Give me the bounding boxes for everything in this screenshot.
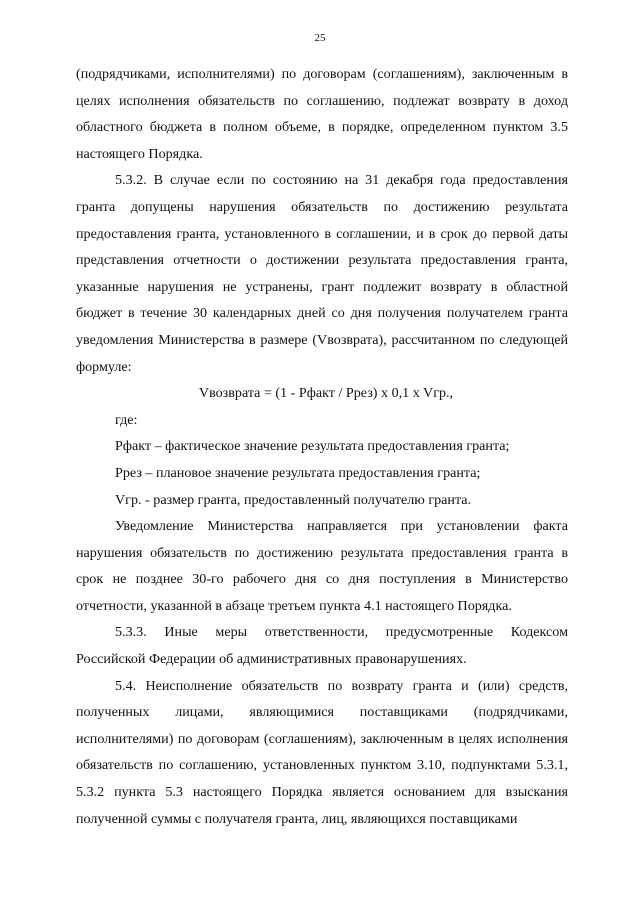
formula-definition-prez: Ррез – плановое значение результата предоставления гранта; — [115, 464, 481, 481]
formula-definition-pfakt: Рфакт – фактическое значение результата предоставления гранта; — [115, 438, 510, 455]
paragraph-5-4: 5.4. Неисполнение обязательств по возврату гранта и (или) средств, полученных лицами, являющимися поставщиками (подрядчиками, исполнителями) по договорам (соглашениям), заключенным в целях исполнения обязательств по соглашению, установленных пунктом 3.10, подпунктами 5.3.1, 5.3.2 пункта 5.3 настоящего Порядка является основанием для взыскания полученной суммы с получателя гранта, лиц, являющихся поставщиками — [76, 677, 568, 827]
formula-definition-vgr: Vгр. - размер гранта, предоставленный получателю гранта. — [115, 491, 472, 508]
page-number: 25 — [314, 32, 326, 44]
paragraph-5-3-3: 5.3.3. Иные меры ответственности, предусмотренные Кодексом Российской Федерации об административных правонарушениях. — [76, 624, 568, 668]
paragraph-5-3-2: 5.3.2. В случае если по состоянию на 31 декабря года предоставления гранта допущены нарушения обязательств по достижению результата предоставления гранта, установленного в соглашении, и в срок до первой даты представления отчетности о достижении результата предоставления гранта, указанные нарушения не устранены, грант подлежит возврату в областной бюджет в течение 30 календарных дней со дня получения получателем гранта уведомления Министерства в размере (Vвозврата), рассчитанном по следующей формуле: — [76, 172, 568, 375]
document-body — [76, 61, 568, 832]
paragraph-notification: Уведомление Министерства направляется при установлении факта нарушения обязательств по достижению результата предоставления гранта в срок не позднее 30-го рабочего дня со дня поступления в Министерство отчетности, указанной в абзаце третьем пункта 4.1 настоящего Порядка. — [76, 518, 568, 614]
formula-where-label: где: — [115, 411, 138, 428]
paragraph-continuation: (подрядчиками, исполнителями) по договорам (соглашениям), заключенным в целях исполнения обязательств по соглашению, подлежат возврату в доход областного бюджета в полном объеме, в порядке, определенном пунктом 3.5 настоящего Порядка. — [76, 66, 568, 162]
formula: Vвозврата = (1 - Рфакт / Ррез) x 0,1 x Vгр., — [198, 385, 454, 402]
